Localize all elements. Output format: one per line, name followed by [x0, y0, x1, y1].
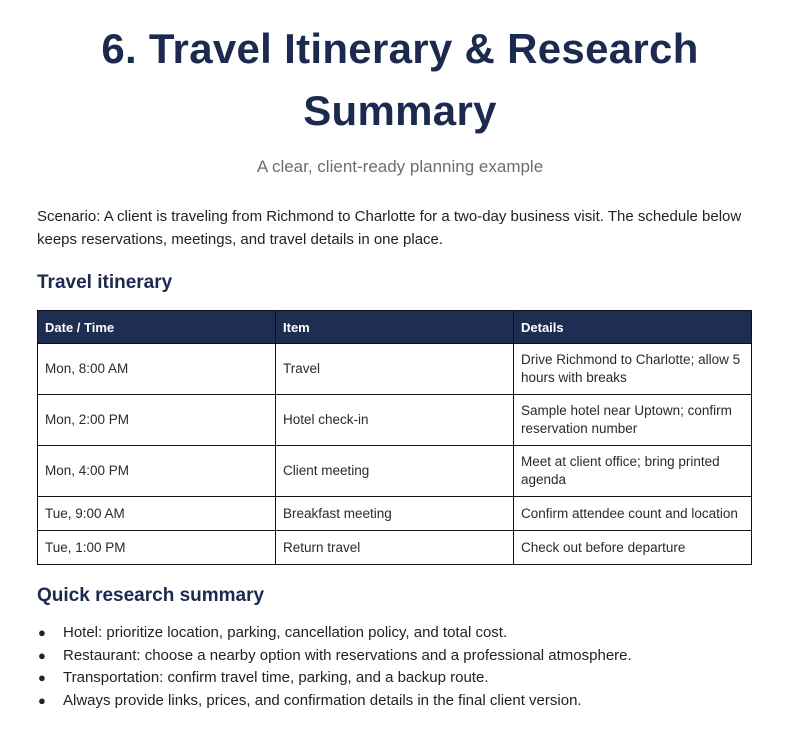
research-list [37, 622, 763, 713]
table-header-row [38, 311, 752, 344]
list-item [37, 690, 763, 713]
cell-item: Client meeting [276, 446, 514, 497]
list-item-text: Hotel: prioritize location, parking, cancellation policy, and total cost. [63, 624, 508, 641]
cell-date-time: Tue, 1:00 PM [38, 531, 276, 565]
cell-date-time: Mon, 2:00 PM [38, 395, 276, 446]
cell-item: Hotel check-in [276, 395, 514, 446]
bullet-icon: ● [38, 670, 46, 686]
list-item [37, 667, 763, 690]
itinerary-heading: Travel itinerary [37, 272, 173, 293]
list-item [37, 645, 763, 668]
page-subtitle: A clear, client-ready planning example [256, 157, 544, 176]
itinerary-table [37, 310, 752, 565]
column-header-item: Item [276, 311, 514, 344]
research-heading: Quick research summary [37, 585, 265, 606]
bullet-icon: ● [38, 647, 46, 663]
cell-item: Return travel [276, 531, 514, 565]
page-title: 6. Travel Itinerary & Research Summary [101, 25, 699, 134]
cell-date-time: Mon, 8:00 AM [38, 344, 276, 395]
table-row [38, 395, 752, 446]
table-row [38, 497, 752, 531]
cell-details: Sample hotel near Uptown; confirm reservation number [514, 395, 752, 446]
table-row [38, 344, 752, 395]
table-row [38, 531, 752, 565]
cell-details: Confirm attendee count and location [514, 497, 752, 531]
bullet-icon: ● [38, 625, 46, 640]
list-item-text: Transportation: confirm travel time, parking, and a backup route. [63, 669, 489, 687]
cell-details: Check out before departure [514, 531, 752, 565]
cell-date-time: Tue, 9:00 AM [38, 497, 276, 531]
column-header-details: Details [514, 311, 752, 344]
cell-details: Drive Richmond to Charlotte; allow 5 hours with breaks [514, 344, 752, 395]
cell-item: Travel [276, 344, 514, 395]
list-item-text: Always provide links, prices, and confirmation details in the final client version. [63, 692, 582, 710]
list-item-text: Restaurant: choose a nearby option with reservations and a professional atmosphere. [63, 646, 632, 664]
cell-details: Meet at client office; bring printed agenda [514, 446, 752, 497]
cell-item: Breakfast meeting [276, 497, 514, 531]
table-row [38, 446, 752, 497]
scenario-paragraph: Scenario: A client is traveling from Richmond to Charlotte for a two-day business visit. The schedule below keeps reservations, meetings, and travel details in one place. [37, 208, 742, 248]
cell-date-time: Mon, 4:00 PM [38, 446, 276, 497]
list-item [37, 622, 763, 645]
column-header-date-time: Date / Time [38, 311, 276, 344]
bullet-icon: ● [38, 693, 46, 709]
